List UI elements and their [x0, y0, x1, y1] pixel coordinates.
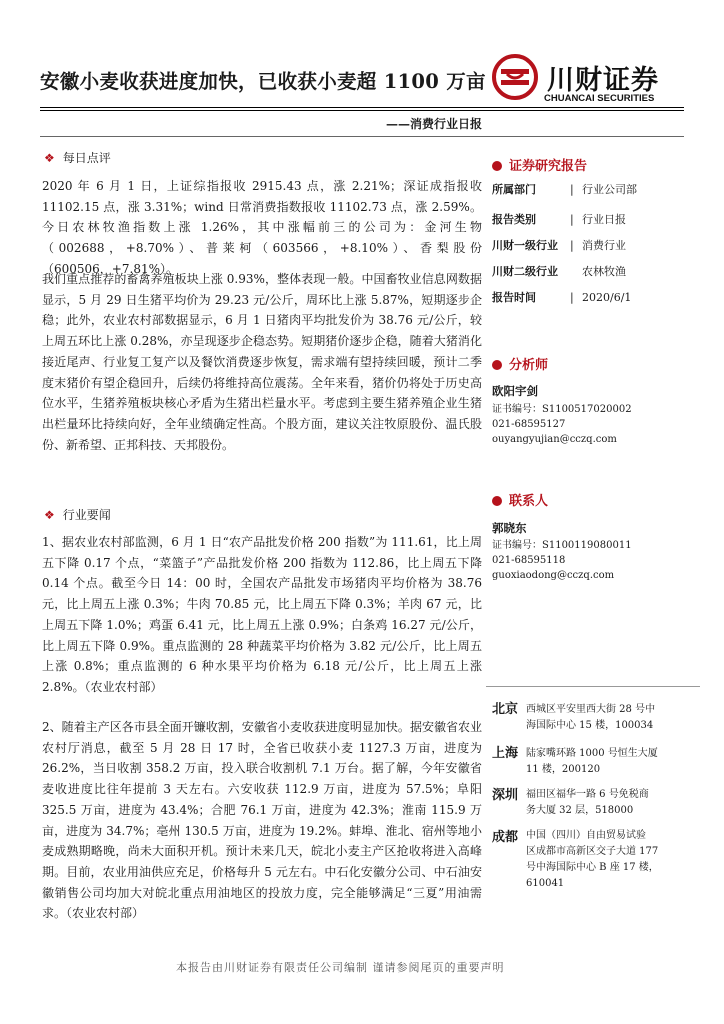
- contact-phone: 021-68595118: [492, 555, 566, 566]
- section-heading-news: ❖ 行业要闻: [44, 508, 111, 522]
- analyst-cert: 证书编号：S1100517020002: [492, 404, 632, 415]
- address-city-shanghai: 上海: [492, 746, 519, 761]
- contact-email[interactable]: guoxiaodong@cczq.com: [492, 570, 615, 581]
- address-text-shenzhen: 福田区福华一路 6 号免税商 务大厦 32 层，518000: [526, 789, 649, 816]
- address-city-beijing: 北京: [492, 702, 519, 717]
- diamond-bullet-icon: ❖: [44, 508, 55, 522]
- red-dot-icon: [492, 496, 502, 506]
- paragraph-market-summary: 2020 年 6 月 1 日，上证综指报收 2915.43 点，涨 2.21%；深证成指报收 11102.15 点，涨 3.31%；wind 日常消费指数报收 11102.73 点，涨 2.59%。今日农林牧渔指数上涨 1.26%，其中涨幅前三的公司为：金河生物（002688，+8.70%）、普莱柯（603566，+8.10%）、香梨股份（600506，+7.81%）。: [42, 179, 482, 276]
- header-rule-secondary: [40, 110, 684, 111]
- red-dot-icon: [492, 360, 502, 370]
- report-title: 安徽小麦收获进度加快，已收获小麦超 1100 万亩: [40, 70, 486, 93]
- info-row-date: 报告时间 | 2020/6/1: [492, 291, 632, 304]
- paragraph-news-1: 1、据农业农村部监测，6 月 1 日“农产品批发价格 200 指数”为 111.61，比上周五下降 0.17 个点，“菜篮子”产品批发价格 200 指数为 112.86，比上周五下降 0.14 个点。截至今日 14：00 时，全国农产品批发市场猪肉平均价格为 38.76 元，比上周五上涨 0.3%；牛肉 70.85 元，比上周五下降 0.3%；羊肉 67 元，比上周五下降 1.0%；鸡蛋 6.41 元，比上周五上涨 0.9%；白条鸡 16.27 元/公斤，比上周五下降 0.9%。重点监测的 28 种蔬菜平均价格为 3.82 元/公斤，比上周五上涨 0.8%；重点监测的 6 种水果平均价格为 6.18 元/公斤，比上周五上涨 2.8%。（农业农村部）: [42, 535, 482, 694]
- sidebar-contact-title: 联系人: [492, 490, 548, 509]
- diamond-bullet-icon: ❖: [44, 151, 55, 165]
- contact-cert: 证书编号：S1100119080011: [492, 540, 632, 551]
- address-city-chengdu: 成都: [492, 830, 519, 845]
- address-city-shenzhen: 深圳: [492, 788, 519, 803]
- analyst-phone: 021-68595127: [492, 419, 566, 430]
- sidebar-analyst-title: 分析师: [492, 354, 548, 373]
- info-row-category: 报告类别 | 行业日报: [492, 213, 626, 226]
- report-subtitle: ——消费行业日报: [386, 117, 483, 131]
- contact-name: 郭晓东: [492, 521, 527, 535]
- company-name-en: CHUANCAI SECURITIES: [544, 93, 655, 104]
- company-logo-icon: [492, 54, 538, 100]
- info-row-industry-1: 川财一级行业 | 消费行业: [492, 239, 626, 252]
- company-name-cn: 川财证券: [547, 65, 659, 96]
- analyst-name: 欧阳宇剑: [492, 384, 538, 398]
- info-row-department: 所属部门 | 行业公司部: [492, 183, 637, 196]
- paragraph-news-2: 2、随着主产区各市县全面开镰收割，安徽省小麦收获进度明显加快。据安徽省农业农村厅消息，截至 5 月 28 日 17 时，全省已收获小麦 1127.3 万亩，进度为 26.2%，当日收割 358.2 万亩，投入联合收割机 7.1 万台。据了解，今年安徽省麦收进度比往年提前 3 天左右。六安收获 112.9 万亩，进度为 57.5%；阜阳 325.5 万亩，进度为 43.4%；合肥 76.1 万亩，进度为 42.3%；淮南 115.9 万亩，进度为 34.7%；亳州 130.5 万亩，进度为 19.2%。蚌埠、淮北、宿州等地小麦成熟期略晚，尚未大面积开机。预计未来几天，皖北小麦主产区抢收将进入高峰期。目前，农业用油供应充足，价格每升 5 元左右。中石化安徽分公司、中石油安徽销售公司均加大对皖北重点用油地区的投放力度，完全能够满足“三夏”用油需求。（农业农村部）: [42, 720, 482, 921]
- header-divider: [40, 136, 684, 137]
- paragraph-commentary: 我们重点推荐的畜禽养殖板块上涨 0.93%，整体表现一般。中国畜牧业信息网数据显示，5 月 29 日生猪平均价为 29.23 元/公斤，周环比上涨 5.87%，短期逐步企稳；此外，农业农村部数据显示，6 月 1 日猪肉平均批发价为 38.76 元/公斤，较上周五环比上涨 0.28%，亦呈现逐步企稳态势。短期猪价逐步企稳，随着大猪消化接近尾声、行业复工复产以及餐饮消费逐步恢复，需求端有望持续回暖，预计二季度末猪价有望企稳回升，后续仍将维持高位震荡。全年来看，猪价仍将处于历史高位水平，生猪养殖板块核心矛盾为生猪出栏量水平。考虑到主要生猪养殖企业生猪出栏量环比持续向好，全年业绩确定性高。个股方面，建议关注牧原股份、温氏股份、新希望、正邦科技、天邦股份。: [42, 272, 482, 452]
- footer-disclaimer: 本报告由川财证券有限责任公司编制 谨请参阅尾页的重要声明: [176, 961, 505, 974]
- header-rule: [40, 107, 684, 108]
- analyst-email[interactable]: ouyangyujian@cczq.com: [492, 434, 617, 445]
- red-dot-icon: [492, 161, 502, 171]
- address-text-beijing: 西城区平安里西大街 28 号中 海国际中心 15 楼，100034: [526, 704, 656, 731]
- section-heading-daily: ❖ 每日点评: [44, 151, 111, 165]
- address-divider: [486, 686, 700, 687]
- info-row-industry-2: 川财二级行业 农林牧渔: [492, 265, 626, 278]
- address-text-chengdu: 中国（四川）自由贸易试验 区成都市高新区交子大道 177 号中海国际中心 B 座 17 楼， 610041: [526, 830, 659, 889]
- sidebar-report-title: 证券研究报告: [492, 155, 587, 174]
- address-text-shanghai: 陆家嘴环路 1000 号恒生大厦 11 楼，200120: [526, 748, 658, 775]
